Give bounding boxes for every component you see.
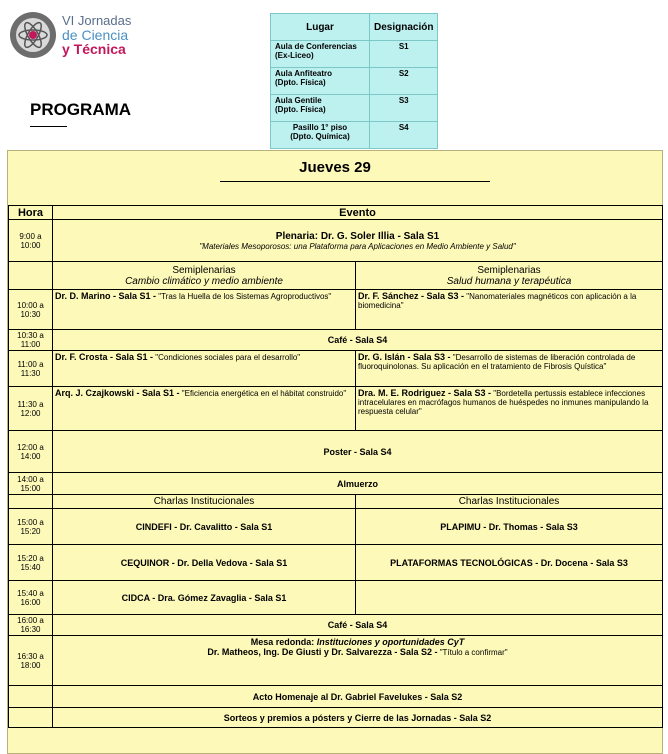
table-row — [271, 95, 438, 122]
table-row — [9, 387, 663, 431]
mesa-speakers: Dr. Matheos, Ing. De Giusti y Dr. Salvarezza - Sala S2 - — [207, 647, 438, 657]
schedule-table — [8, 205, 663, 728]
talk-title: "Condiciones sociales para el desarrollo" — [153, 353, 301, 362]
time-cell — [9, 615, 53, 636]
room-place: Aula de Conferencias — [275, 42, 357, 51]
programa-title: PROGRAMA — [30, 100, 132, 119]
semi-left-header — [53, 262, 356, 290]
inst-left-cell: CINDEFI - Dr. Cavalitto - Sala S1 — [53, 509, 356, 545]
charlas-left-header: Charlas Institucionales — [53, 495, 356, 509]
table-row — [9, 473, 663, 495]
cafe-cell: Café - Sala S4 — [53, 615, 663, 636]
almuerzo-cell: Almuerzo — [53, 473, 663, 495]
poster-cell: Poster - Sala S4 — [53, 431, 663, 473]
inst-right-cell: PLAPIMU - Dr. Thomas - Sala S3 — [356, 509, 663, 545]
plenaria-title: Plenaria: Dr. G. Soler Illia - Sala S1 — [275, 230, 440, 242]
time-start: 14:00 a — [17, 474, 44, 484]
room-place: Pasillo 1° piso — [292, 123, 348, 132]
table-row — [9, 262, 663, 290]
table-row — [9, 708, 663, 728]
table-row — [9, 290, 663, 330]
table-row — [9, 220, 663, 262]
time-cell — [9, 509, 53, 545]
table-row — [271, 122, 438, 149]
plenaria-cell — [53, 220, 663, 262]
room-place: Aula Gentile — [275, 96, 322, 105]
semi-left-label: Semiplenarias — [172, 264, 236, 276]
time-start: 15:00 a — [17, 517, 44, 527]
room-place-dept: (Dpto. Física) — [275, 78, 326, 87]
room-place-dept: (Ex-Liceo) — [275, 51, 314, 60]
talk-speaker: Dr. D. Marino - Sala S1 - — [55, 291, 157, 301]
table-row — [9, 431, 663, 473]
time-cell — [9, 387, 53, 431]
time-end: 10:30 — [20, 309, 41, 319]
talk-title: "Nanomateriales magnéticos con aplicación a la biomedicina" — [358, 292, 637, 310]
talk-speaker: Dr. F. Crosta - Sala S1 - — [55, 352, 154, 362]
room-place-dept: (Dpto. Química) — [290, 132, 350, 141]
table-row — [9, 581, 663, 615]
sorteos-cell: Sorteos y premios a pósters y Cierre de las Jornadas - Sala S2 — [53, 708, 663, 728]
room-code: S3 — [370, 95, 438, 122]
table-row — [9, 636, 663, 686]
room-code: S1 — [370, 41, 438, 68]
time-start: 11:00 a — [17, 359, 44, 369]
time-end: 11:00 — [20, 340, 41, 349]
table-row — [9, 686, 663, 708]
time-end: 16:30 — [20, 625, 41, 634]
talk-cell — [356, 351, 663, 387]
room-code: S4 — [370, 122, 438, 149]
table-row — [271, 41, 438, 68]
time-end: 18:00 — [20, 660, 41, 670]
inst-right-cell: PLATAFORMAS TECNOLÓGICAS - Dr. Docena - Sala S3 — [356, 545, 663, 581]
column-hora: Hora — [9, 206, 53, 220]
room-place-dept: (Dpto. Física) — [275, 105, 326, 114]
logo-line-1: VI Jornadas — [62, 13, 132, 28]
mesa-cell — [53, 636, 663, 686]
time-start: 9:00 a — [19, 231, 42, 241]
talk-title: "Desarrollo de sistemas de liberación controlada de fluoroquinolonas. Su aplicación en el tratamiento de Fibrosis Quística" — [358, 353, 636, 371]
mesa-line-2 — [55, 647, 660, 657]
time-cell — [9, 473, 53, 495]
logo-line-3: y Técnica — [62, 41, 126, 57]
mesa-topic: Instituciones y oportunidades CyT — [316, 637, 465, 647]
rooms-table — [270, 13, 438, 149]
mesa-title: "Título a confirmar" — [437, 648, 508, 657]
jornadas-logo-icon — [8, 10, 58, 60]
talk-cell — [356, 290, 663, 330]
time-end: 11:30 — [20, 368, 41, 378]
table-row — [9, 509, 663, 545]
talk-title: "Tras la Huella de los Sistemas Agroproductivos" — [156, 292, 332, 301]
time-cell — [9, 220, 53, 262]
time-cell-empty — [9, 708, 53, 728]
time-end: 15:20 — [20, 526, 41, 536]
talk-cell — [356, 387, 663, 431]
talk-speaker: Dr. G. Islán - Sala S3 - — [358, 352, 451, 362]
time-cell — [9, 351, 53, 387]
homenaje-cell: Acto Homenaje al Dr. Gabriel Favelukes - Sala S2 — [53, 686, 663, 708]
talk-title: "Eficiencia energética en el hábitat construido" — [179, 389, 347, 398]
mesa-label: Mesa redonda: — [250, 637, 317, 647]
time-start: 10:00 a — [17, 300, 44, 310]
talk-cell — [53, 387, 356, 431]
inst-left-cell: CIDCA - Dra. Gómez Zavaglia - Sala S1 — [53, 581, 356, 615]
semi-right-header — [356, 262, 663, 290]
table-row — [9, 495, 663, 509]
talk-speaker: Dra. M. E. Rodriguez - Sala S3 - — [358, 388, 492, 398]
semi-right-label: Semiplenarias — [477, 264, 541, 276]
logo-text — [62, 14, 131, 56]
column-evento: Evento — [53, 206, 663, 220]
time-start: 16:30 a — [17, 651, 44, 661]
semi-right-topic: Salud humana y terapéutica — [446, 275, 572, 287]
talk-speaker: Dr. F. Sánchez - Sala S3 - — [358, 291, 465, 301]
time-end: 15:40 — [20, 562, 41, 572]
day-title: Jueves 29 — [299, 159, 371, 176]
semi-left-topic: Cambio climático y medio ambiente — [125, 275, 283, 287]
schedule-panel — [7, 150, 663, 754]
inst-right-cell-empty — [356, 581, 663, 615]
time-cell — [9, 330, 53, 351]
time-cell-empty — [9, 495, 53, 509]
time-end: 15:00 — [20, 483, 41, 493]
programa-underline — [30, 126, 67, 127]
room-place: Aula Anfiteatro — [275, 69, 333, 78]
day-underline — [220, 181, 490, 182]
room-code: S2 — [370, 68, 438, 95]
time-cell — [9, 545, 53, 581]
time-start: 15:20 a — [17, 553, 44, 563]
talk-speaker: Arq. J. Czajkowski - Sala S1 - — [55, 388, 180, 398]
time-cell — [9, 290, 53, 330]
time-start: 11:30 a — [17, 399, 44, 409]
plenaria-subtitle: "Materiales Mesoporosos: una Plataforma para Aplicaciones en Medio Ambiente y Salud" — [199, 241, 516, 251]
rooms-header-designacion: Designación — [370, 14, 438, 41]
time-cell — [9, 636, 53, 686]
time-end: 12:00 — [20, 408, 41, 418]
time-cell — [9, 431, 53, 473]
time-end: 16:00 — [20, 597, 41, 607]
charlas-right-header: Charlas Institucionales — [356, 495, 663, 509]
time-start: 10:30 a — [17, 331, 44, 340]
table-row — [9, 545, 663, 581]
talk-cell — [53, 290, 356, 330]
time-start: 16:00 a — [17, 616, 44, 625]
inst-left-cell: CEQUINOR - Dr. Della Vedova - Sala S1 — [53, 545, 356, 581]
cafe-cell: Café - Sala S4 — [53, 330, 663, 351]
talk-title: "Bordetella pertussis establece infecciones intracelulares en macrófagos humanos de huéspedes no inmunes manipulando la respuesta celular" — [358, 389, 649, 416]
logo-line-2: de Ciencia — [62, 27, 129, 43]
table-row — [9, 351, 663, 387]
talk-cell — [53, 351, 356, 387]
time-end: 10:00 — [20, 240, 41, 250]
time-cell — [9, 581, 53, 615]
time-start: 12:00 a — [17, 442, 44, 452]
time-cell-empty — [9, 686, 53, 708]
table-row — [9, 330, 663, 351]
mesa-line-1 — [55, 637, 660, 647]
time-cell-empty — [9, 262, 53, 290]
time-end: 14:00 — [20, 451, 41, 461]
time-start: 15:40 a — [17, 588, 44, 598]
rooms-header-lugar: Lugar — [271, 14, 370, 41]
table-row — [9, 615, 663, 636]
table-row — [271, 68, 438, 95]
